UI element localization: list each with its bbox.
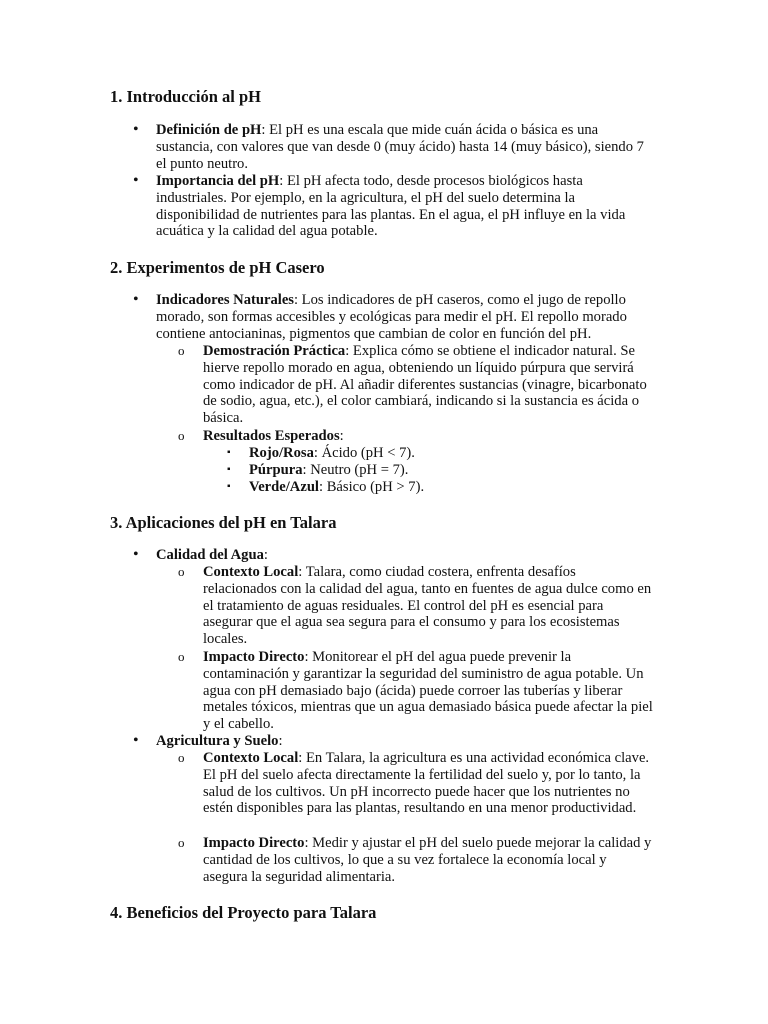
item-label: Definición de pH (156, 122, 262, 138)
list-item-rojo (227, 445, 649, 462)
section-heading-beneficios: 4. Beneficios del Proyecto para Talara (110, 903, 377, 922)
item-label: Verde/Azul (249, 479, 319, 495)
circle-marker: o (178, 750, 185, 765)
list-item-verde (227, 479, 649, 496)
circle-marker: o (178, 835, 185, 850)
item-label: Importancia del pH (156, 173, 280, 189)
square-marker: ▪ (227, 481, 231, 492)
item-label: Rojo/Rosa (249, 445, 314, 461)
list-item-indicadores (133, 291, 646, 342)
list-item-impacto-agua (178, 649, 653, 733)
item-text: : El pH afecta todo, desde procesos biológicos hasta industriales. Por ejemplo, en la agricultura, el pH del suelo determina la disponibilidad de nutrientes para las plantas. En el agua, el pH influye en la vida acuática y la calidad del agua potable. (156, 173, 626, 240)
item-label: Agricultura y Suelo (156, 733, 279, 749)
item-label: Demostración Práctica (203, 343, 346, 359)
item-text: : (278, 733, 283, 749)
item-label: Contexto Local (203, 564, 299, 580)
item-text: : (339, 428, 344, 444)
section-heading-aplicaciones: 3. Aplicaciones del pH en Talara (110, 513, 337, 532)
item-text: : El pH es una escala que mide cuán ácida o básica es una sustancia, con valores que van desde 0 (muy ácido) hasta 14 (muy básico), siendo 7 el punto neutro. (156, 122, 644, 172)
list-item-agricultura (133, 732, 646, 750)
item-text: : Básico (pH > 7). (319, 479, 425, 495)
list-item-importancia (133, 172, 646, 240)
square-marker: ▪ (227, 447, 231, 458)
item-text: : Explica cómo se obtiene el indicador natural. Se hierve repollo morado en agua, obteniendo un líquido púrpura que servirá como indicador de pH. Al añadir diferentes sustancias (vinagre, bicarbonato de sodio, agua, etc.), el color cambiará, indicando si la sustancia es ácida o básica. (203, 343, 647, 427)
item-text: : Ácido (pH < 7). (313, 445, 415, 461)
circle-marker: o (178, 428, 185, 443)
circle-marker: o (178, 343, 185, 358)
bullet-marker: • (133, 291, 139, 308)
list-item-purpura (227, 462, 649, 479)
list-item-impacto-suelo (178, 835, 653, 885)
item-text: : (263, 547, 268, 563)
item-label: Calidad del Agua (156, 547, 264, 563)
list-item-definicion (133, 121, 646, 172)
list-item-contexto-suelo (178, 750, 653, 817)
item-text: : Los indicadores de pH caseros, como el jugo de repollo morado, son formas accesibles y ecológicas para medir el pH. El repollo morado contiene antocianinas, pigmentos que cambian de color en función del pH. (156, 292, 627, 342)
bullet-marker: • (133, 732, 139, 749)
list-item-demostracion (178, 343, 653, 427)
item-label: Resultados Esperados (203, 428, 340, 444)
item-label: Impacto Directo (203, 835, 305, 851)
list-item-resultados (178, 428, 653, 445)
circle-marker: o (178, 564, 185, 579)
bullet-marker: • (133, 121, 139, 138)
item-text: : Medir y ajustar el pH del suelo puede mejorar la calidad y cantidad de los cultivos, lo que a su vez fortalece la economía local y asegura la seguridad alimentaria. (203, 835, 652, 885)
square-marker: ▪ (227, 464, 231, 475)
item-label: Impacto Directo (203, 649, 305, 665)
list-item-calidad-agua (133, 546, 646, 564)
section-heading-experimentos: 2. Experimentos de pH Casero (110, 258, 325, 277)
item-text: : Neutro (pH = 7). (302, 462, 409, 478)
item-label: Indicadores Naturales (156, 292, 294, 308)
item-label: Púrpura (249, 462, 303, 478)
item-text: : En Talara, la agricultura es una actividad económica clave. El pH del suelo afecta directamente la fertilidad del suelo y, por lo tanto, la salud de los cultivos. Un pH incorrecto puede hacer que los nutrientes no estén disponibles para las plantas, resultando en una menor productividad. (203, 750, 650, 817)
item-text: : Monitorear el pH del agua puede prevenir la contaminación y garantizar la seguridad del suministro de agua potable. Un agua con pH demasiado bajo (ácida) puede corroer las tuberías y liberar metales tóxicos, mientras que un agua demasiado básica puede afectar la piel y el cabello. (203, 649, 653, 733)
item-text: : Talara, como ciudad costera, enfrenta desafíos relacionados con la calidad del agua, tanto en fuentes de agua dulce como en el tratamiento de aguas residuales. El control del pH es esencial para asegurar que el agua sea segura para el consumo y para los ecosistemas locales. (203, 564, 652, 648)
bullet-marker: • (133, 546, 139, 563)
bullet-marker: • (133, 172, 139, 189)
section-heading-introduccion: 1. Introducción al pH (110, 87, 261, 106)
item-label: Contexto Local (203, 750, 299, 766)
list-item-contexto-agua (178, 564, 653, 648)
circle-marker: o (178, 649, 185, 664)
